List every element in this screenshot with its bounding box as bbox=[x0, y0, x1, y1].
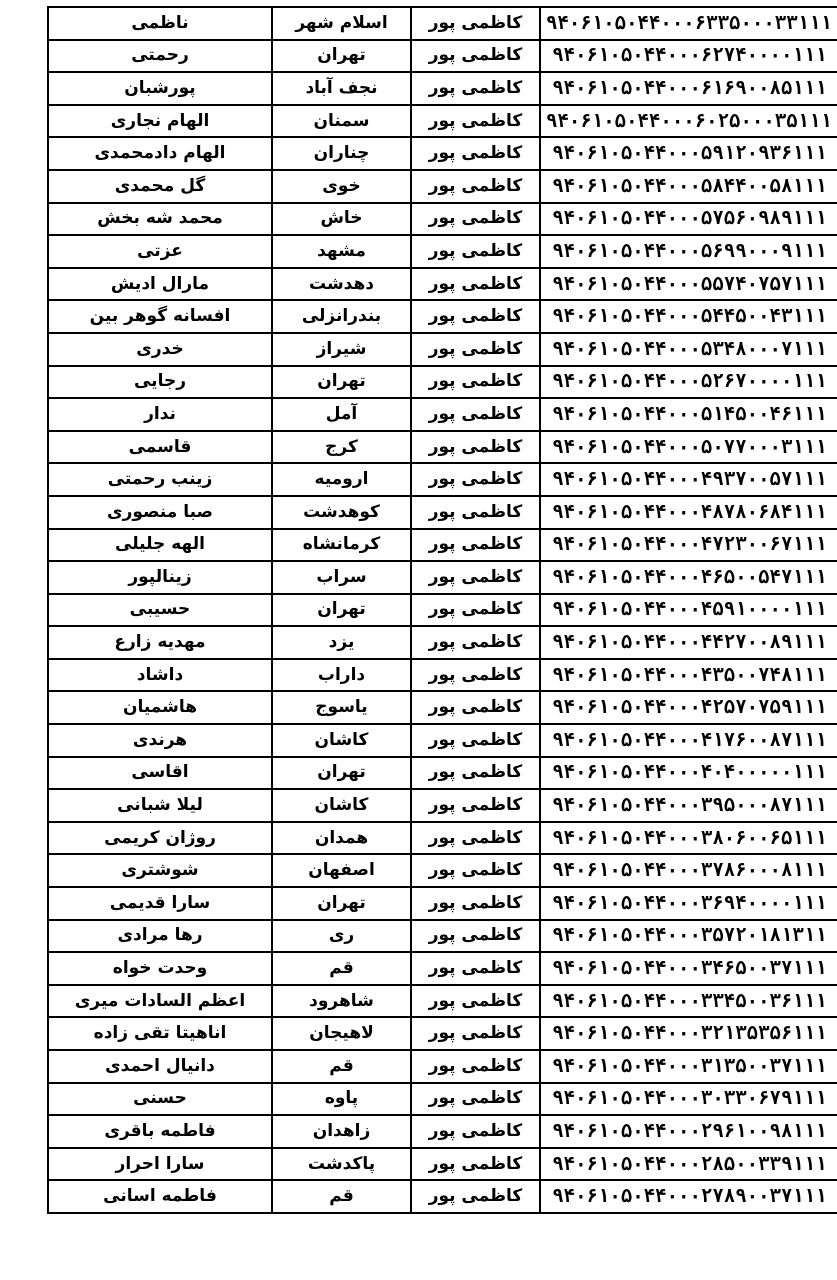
city-cell: خاش bbox=[272, 203, 411, 236]
records-table-body bbox=[48, 7, 837, 1213]
record-number-cell: ۹۴۰۶۱۰۵۰۴۴۰۰۰۵۲۶۷۰۰۰۰۱۱۱ bbox=[540, 366, 837, 399]
table-row bbox=[48, 235, 837, 268]
table-row bbox=[48, 170, 837, 203]
surname-cell: کاظمی پور bbox=[411, 561, 540, 594]
record-number-cell: ۹۴۰۶۱۰۵۰۴۴۰۰۰۶۱۶۹۰۰۸۵۱۱۱ bbox=[540, 72, 837, 105]
record-number-cell: ۹۴۰۶۱۰۵۰۴۴۰۰۰۲۷۸۹۰۰۳۷۱۱۱ bbox=[540, 1180, 837, 1213]
name-cell: دانیال احمدی bbox=[48, 1050, 272, 1083]
record-number-cell: ۹۴۰۶۱۰۵۰۴۴۰۰۰۳۴۶۵۰۰۳۷۱۱۱ bbox=[540, 952, 837, 985]
table-row bbox=[48, 691, 837, 724]
city-cell: ری bbox=[272, 920, 411, 953]
city-cell: مشهد bbox=[272, 235, 411, 268]
table-row bbox=[48, 659, 837, 692]
surname-cell: کاظمی پور bbox=[411, 300, 540, 333]
table-row bbox=[48, 333, 837, 366]
name-cell: حسیبی bbox=[48, 594, 272, 627]
table-row bbox=[48, 105, 837, 138]
table-row bbox=[48, 1180, 837, 1213]
surname-cell: کاظمی پور bbox=[411, 170, 540, 203]
record-number-cell: ۹۴۰۶۱۰۵۰۴۴۰۰۰۴۸۷۸۰۶۸۴۱۱۱ bbox=[540, 496, 837, 529]
surname-cell: کاظمی پور bbox=[411, 920, 540, 953]
surname-cell: کاظمی پور bbox=[411, 1115, 540, 1148]
record-number-cell: ۹۴۰۶۱۰۵۰۴۴۰۰۰۴۵۹۱۰۰۰۰۱۱۱ bbox=[540, 594, 837, 627]
record-number-cell: ۹۴۰۶۱۰۵۰۴۴۰۰۰۶۰۲۵۰۰۰۳۵۱۱۱ bbox=[540, 105, 837, 138]
city-cell: لاهیجان bbox=[272, 1017, 411, 1050]
surname-cell: کاظمی پور bbox=[411, 691, 540, 724]
name-cell: محمد شه بخش bbox=[48, 203, 272, 236]
name-cell: خدری bbox=[48, 333, 272, 366]
city-cell: پاوه bbox=[272, 1083, 411, 1116]
record-number-cell: ۹۴۰۶۱۰۵۰۴۴۰۰۰۵۳۴۸۰۰۰۷۱۱۱ bbox=[540, 333, 837, 366]
surname-cell: کاظمی پور bbox=[411, 757, 540, 790]
name-cell: افسانه گوهر بین bbox=[48, 300, 272, 333]
city-cell: کاشان bbox=[272, 789, 411, 822]
record-number-cell: ۹۴۰۶۱۰۵۰۴۴۰۰۰۵۴۴۵۰۰۴۳۱۱۱ bbox=[540, 300, 837, 333]
table-row bbox=[48, 496, 837, 529]
record-number-cell: ۹۴۰۶۱۰۵۰۴۴۰۰۰۴۰۴۰۰۰۰۰۱۱۱ bbox=[540, 757, 837, 790]
record-number-cell: ۹۴۰۶۱۰۵۰۴۴۰۰۰۵۵۷۴۰۷۵۷۱۱۱ bbox=[540, 268, 837, 301]
record-number-cell: ۹۴۰۶۱۰۵۰۴۴۰۰۰۴۶۵۰۰۵۴۷۱۱۱ bbox=[540, 561, 837, 594]
table-row bbox=[48, 203, 837, 236]
table-row bbox=[48, 887, 837, 920]
table-row bbox=[48, 300, 837, 333]
name-cell: اقاسی bbox=[48, 757, 272, 790]
record-number-cell: ۹۴۰۶۱۰۵۰۴۴۰۰۰۶۳۳۵۰۰۰۳۳۱۱۱ bbox=[540, 7, 837, 40]
table-row bbox=[48, 1083, 837, 1116]
record-number-cell: ۹۴۰۶۱۰۵۰۴۴۰۰۰۳۹۵۰۰۰۸۷۱۱۱ bbox=[540, 789, 837, 822]
table-row bbox=[48, 1017, 837, 1050]
record-number-cell: ۹۴۰۶۱۰۵۰۴۴۰۰۰۵۸۴۴۰۰۵۸۱۱۱ bbox=[540, 170, 837, 203]
city-cell: قم bbox=[272, 1180, 411, 1213]
table-row bbox=[48, 1050, 837, 1083]
city-cell: پاکدشت bbox=[272, 1148, 411, 1181]
surname-cell: کاظمی پور bbox=[411, 789, 540, 822]
name-cell: فاطمه اسانی bbox=[48, 1180, 272, 1213]
surname-cell: کاظمی پور bbox=[411, 203, 540, 236]
record-number-cell: ۹۴۰۶۱۰۵۰۴۴۰۰۰۲۹۶۱۰۰۹۸۱۱۱ bbox=[540, 1115, 837, 1148]
name-cell: صبا منصوری bbox=[48, 496, 272, 529]
city-cell: خوی bbox=[272, 170, 411, 203]
surname-cell: کاظمی پور bbox=[411, 887, 540, 920]
table-row bbox=[48, 757, 837, 790]
table-row bbox=[48, 366, 837, 399]
city-cell: تهران bbox=[272, 887, 411, 920]
surname-cell: کاظمی پور bbox=[411, 1017, 540, 1050]
surname-cell: کاظمی پور bbox=[411, 626, 540, 659]
city-cell: قم bbox=[272, 952, 411, 985]
table-row bbox=[48, 529, 837, 562]
name-cell: الهام دادمحمدی bbox=[48, 137, 272, 170]
name-cell: عزتی bbox=[48, 235, 272, 268]
name-cell: الهه جلیلی bbox=[48, 529, 272, 562]
city-cell: شیراز bbox=[272, 333, 411, 366]
surname-cell: کاظمی پور bbox=[411, 40, 540, 73]
city-cell: چناران bbox=[272, 137, 411, 170]
name-cell: مهدیه زارع bbox=[48, 626, 272, 659]
name-cell: ناظمی bbox=[48, 7, 272, 40]
table-row bbox=[48, 920, 837, 953]
surname-cell: کاظمی پور bbox=[411, 985, 540, 1018]
name-cell: رجایی bbox=[48, 366, 272, 399]
table-row bbox=[48, 268, 837, 301]
city-cell: تهران bbox=[272, 757, 411, 790]
surname-cell: کاظمی پور bbox=[411, 594, 540, 627]
record-number-cell: ۹۴۰۶۱۰۵۰۴۴۰۰۰۳۶۹۴۰۰۰۰۱۱۱ bbox=[540, 887, 837, 920]
surname-cell: کاظمی پور bbox=[411, 822, 540, 855]
record-number-cell: ۹۴۰۶۱۰۵۰۴۴۰۰۰۴۱۷۶۰۰۸۷۱۱۱ bbox=[540, 724, 837, 757]
name-cell: زینب رحمتی bbox=[48, 463, 272, 496]
table-row bbox=[48, 1115, 837, 1148]
name-cell: مارال ادیش bbox=[48, 268, 272, 301]
table-row bbox=[48, 1148, 837, 1181]
name-cell: فاطمه باقری bbox=[48, 1115, 272, 1148]
name-cell: رها مرادی bbox=[48, 920, 272, 953]
name-cell: هرندی bbox=[48, 724, 272, 757]
city-cell: کوهدشت bbox=[272, 496, 411, 529]
name-cell: هاشمیان bbox=[48, 691, 272, 724]
record-number-cell: ۹۴۰۶۱۰۵۰۴۴۰۰۰۳۳۴۵۰۰۳۶۱۱۱ bbox=[540, 985, 837, 1018]
city-cell: قم bbox=[272, 1050, 411, 1083]
record-number-cell: ۹۴۰۶۱۰۵۰۴۴۰۰۰۳۵۷۲۰۱۸۱۳۱۱ bbox=[540, 920, 837, 953]
city-cell: اسلام شهر bbox=[272, 7, 411, 40]
name-cell: الهام نجاری bbox=[48, 105, 272, 138]
city-cell: تهران bbox=[272, 594, 411, 627]
table-row bbox=[48, 72, 837, 105]
surname-cell: کاظمی پور bbox=[411, 431, 540, 464]
table-row bbox=[48, 463, 837, 496]
city-cell: سمنان bbox=[272, 105, 411, 138]
name-cell: داشاد bbox=[48, 659, 272, 692]
city-cell: ارومیه bbox=[272, 463, 411, 496]
city-cell: داراب bbox=[272, 659, 411, 692]
surname-cell: کاظمی پور bbox=[411, 1083, 540, 1116]
surname-cell: کاظمی پور bbox=[411, 235, 540, 268]
name-cell: وحدت خواه bbox=[48, 952, 272, 985]
record-number-cell: ۹۴۰۶۱۰۵۰۴۴۰۰۰۵۱۴۵۰۰۴۶۱۱۱ bbox=[540, 398, 837, 431]
table-row bbox=[48, 398, 837, 431]
record-number-cell: ۹۴۰۶۱۰۵۰۴۴۰۰۰۴۹۳۷۰۰۵۷۱۱۱ bbox=[540, 463, 837, 496]
table-row bbox=[48, 594, 837, 627]
record-number-cell: ۹۴۰۶۱۰۵۰۴۴۰۰۰۲۸۵۰۰۳۳۹۱۱۱ bbox=[540, 1148, 837, 1181]
surname-cell: کاظمی پور bbox=[411, 952, 540, 985]
city-cell: اصفهان bbox=[272, 854, 411, 887]
city-cell: نجف آباد bbox=[272, 72, 411, 105]
city-cell: بندرانزلی bbox=[272, 300, 411, 333]
surname-cell: کاظمی پور bbox=[411, 398, 540, 431]
surname-cell: کاظمی پور bbox=[411, 7, 540, 40]
surname-cell: کاظمی پور bbox=[411, 659, 540, 692]
record-number-cell: ۹۴۰۶۱۰۵۰۴۴۰۰۰۶۲۷۴۰۰۰۰۱۱۱ bbox=[540, 40, 837, 73]
city-cell: یزد bbox=[272, 626, 411, 659]
name-cell: گل محمدی bbox=[48, 170, 272, 203]
record-number-cell: ۹۴۰۶۱۰۵۰۴۴۰۰۰۳۱۳۵۰۰۳۷۱۱۱ bbox=[540, 1050, 837, 1083]
surname-cell: کاظمی پور bbox=[411, 1050, 540, 1083]
surname-cell: کاظمی پور bbox=[411, 496, 540, 529]
table-row bbox=[48, 431, 837, 464]
city-cell: سراب bbox=[272, 561, 411, 594]
name-cell: اعظم السادات میری bbox=[48, 985, 272, 1018]
surname-cell: کاظمی پور bbox=[411, 724, 540, 757]
record-number-cell: ۹۴۰۶۱۰۵۰۴۴۰۰۰۴۳۵۰۰۷۴۸۱۱۱ bbox=[540, 659, 837, 692]
city-cell: کرج bbox=[272, 431, 411, 464]
record-number-cell: ۹۴۰۶۱۰۵۰۴۴۰۰۰۵۶۹۹۰۰۰۹۱۱۱ bbox=[540, 235, 837, 268]
name-cell: سارا قدیمی bbox=[48, 887, 272, 920]
name-cell: حسنی bbox=[48, 1083, 272, 1116]
name-cell: ندار bbox=[48, 398, 272, 431]
document-sheet bbox=[47, 6, 832, 1214]
table-row bbox=[48, 626, 837, 659]
table-row bbox=[48, 789, 837, 822]
table-row bbox=[48, 724, 837, 757]
record-number-cell: ۹۴۰۶۱۰۵۰۴۴۰۰۰۴۲۵۷۰۷۵۹۱۱۱ bbox=[540, 691, 837, 724]
surname-cell: کاظمی پور bbox=[411, 105, 540, 138]
table-row bbox=[48, 952, 837, 985]
record-number-cell: ۹۴۰۶۱۰۵۰۴۴۰۰۰۴۷۲۳۰۰۶۷۱۱۱ bbox=[540, 529, 837, 562]
record-number-cell: ۹۴۰۶۱۰۵۰۴۴۰۰۰۵۹۱۲۰۹۳۶۱۱۱ bbox=[540, 137, 837, 170]
city-cell: شاهرود bbox=[272, 985, 411, 1018]
surname-cell: کاظمی پور bbox=[411, 1180, 540, 1213]
table-row bbox=[48, 40, 837, 73]
name-cell: قاسمی bbox=[48, 431, 272, 464]
record-number-cell: ۹۴۰۶۱۰۵۰۴۴۰۰۰۳۷۸۶۰۰۰۸۱۱۱ bbox=[540, 854, 837, 887]
name-cell: لیلا شبانی bbox=[48, 789, 272, 822]
record-number-cell: ۹۴۰۶۱۰۵۰۴۴۰۰۰۴۴۲۷۰۰۸۹۱۱۱ bbox=[540, 626, 837, 659]
surname-cell: کاظمی پور bbox=[411, 1148, 540, 1181]
records-table bbox=[47, 6, 837, 1214]
city-cell: دهدشت bbox=[272, 268, 411, 301]
city-cell: همدان bbox=[272, 822, 411, 855]
table-row bbox=[48, 7, 837, 40]
surname-cell: کاظمی پور bbox=[411, 333, 540, 366]
surname-cell: کاظمی پور bbox=[411, 137, 540, 170]
city-cell: کرمانشاه bbox=[272, 529, 411, 562]
surname-cell: کاظمی پور bbox=[411, 268, 540, 301]
city-cell: زاهدان bbox=[272, 1115, 411, 1148]
table-row bbox=[48, 137, 837, 170]
name-cell: اناهیتا تقی زاده bbox=[48, 1017, 272, 1050]
record-number-cell: ۹۴۰۶۱۰۵۰۴۴۰۰۰۳۰۳۳۰۶۷۹۱۱۱ bbox=[540, 1083, 837, 1116]
surname-cell: کاظمی پور bbox=[411, 463, 540, 496]
name-cell: رحمتی bbox=[48, 40, 272, 73]
surname-cell: کاظمی پور bbox=[411, 854, 540, 887]
city-cell: آمل bbox=[272, 398, 411, 431]
city-cell: تهران bbox=[272, 40, 411, 73]
name-cell: سارا احرار bbox=[48, 1148, 272, 1181]
table-row bbox=[48, 822, 837, 855]
name-cell: زینالپور bbox=[48, 561, 272, 594]
name-cell: پورشبان bbox=[48, 72, 272, 105]
record-number-cell: ۹۴۰۶۱۰۵۰۴۴۰۰۰۳۲۱۳۵۳۵۶۱۱۱ bbox=[540, 1017, 837, 1050]
table-row bbox=[48, 985, 837, 1018]
table-row bbox=[48, 854, 837, 887]
city-cell: کاشان bbox=[272, 724, 411, 757]
record-number-cell: ۹۴۰۶۱۰۵۰۴۴۰۰۰۵۷۵۶۰۹۸۹۱۱۱ bbox=[540, 203, 837, 236]
name-cell: روژان کریمی bbox=[48, 822, 272, 855]
record-number-cell: ۹۴۰۶۱۰۵۰۴۴۰۰۰۵۰۷۷۰۰۰۳۱۱۱ bbox=[540, 431, 837, 464]
name-cell: شوشتری bbox=[48, 854, 272, 887]
surname-cell: کاظمی پور bbox=[411, 529, 540, 562]
table-row bbox=[48, 561, 837, 594]
surname-cell: کاظمی پور bbox=[411, 72, 540, 105]
record-number-cell: ۹۴۰۶۱۰۵۰۴۴۰۰۰۳۸۰۶۰۰۶۵۱۱۱ bbox=[540, 822, 837, 855]
surname-cell: کاظمی پور bbox=[411, 366, 540, 399]
city-cell: یاسوج bbox=[272, 691, 411, 724]
city-cell: تهران bbox=[272, 366, 411, 399]
